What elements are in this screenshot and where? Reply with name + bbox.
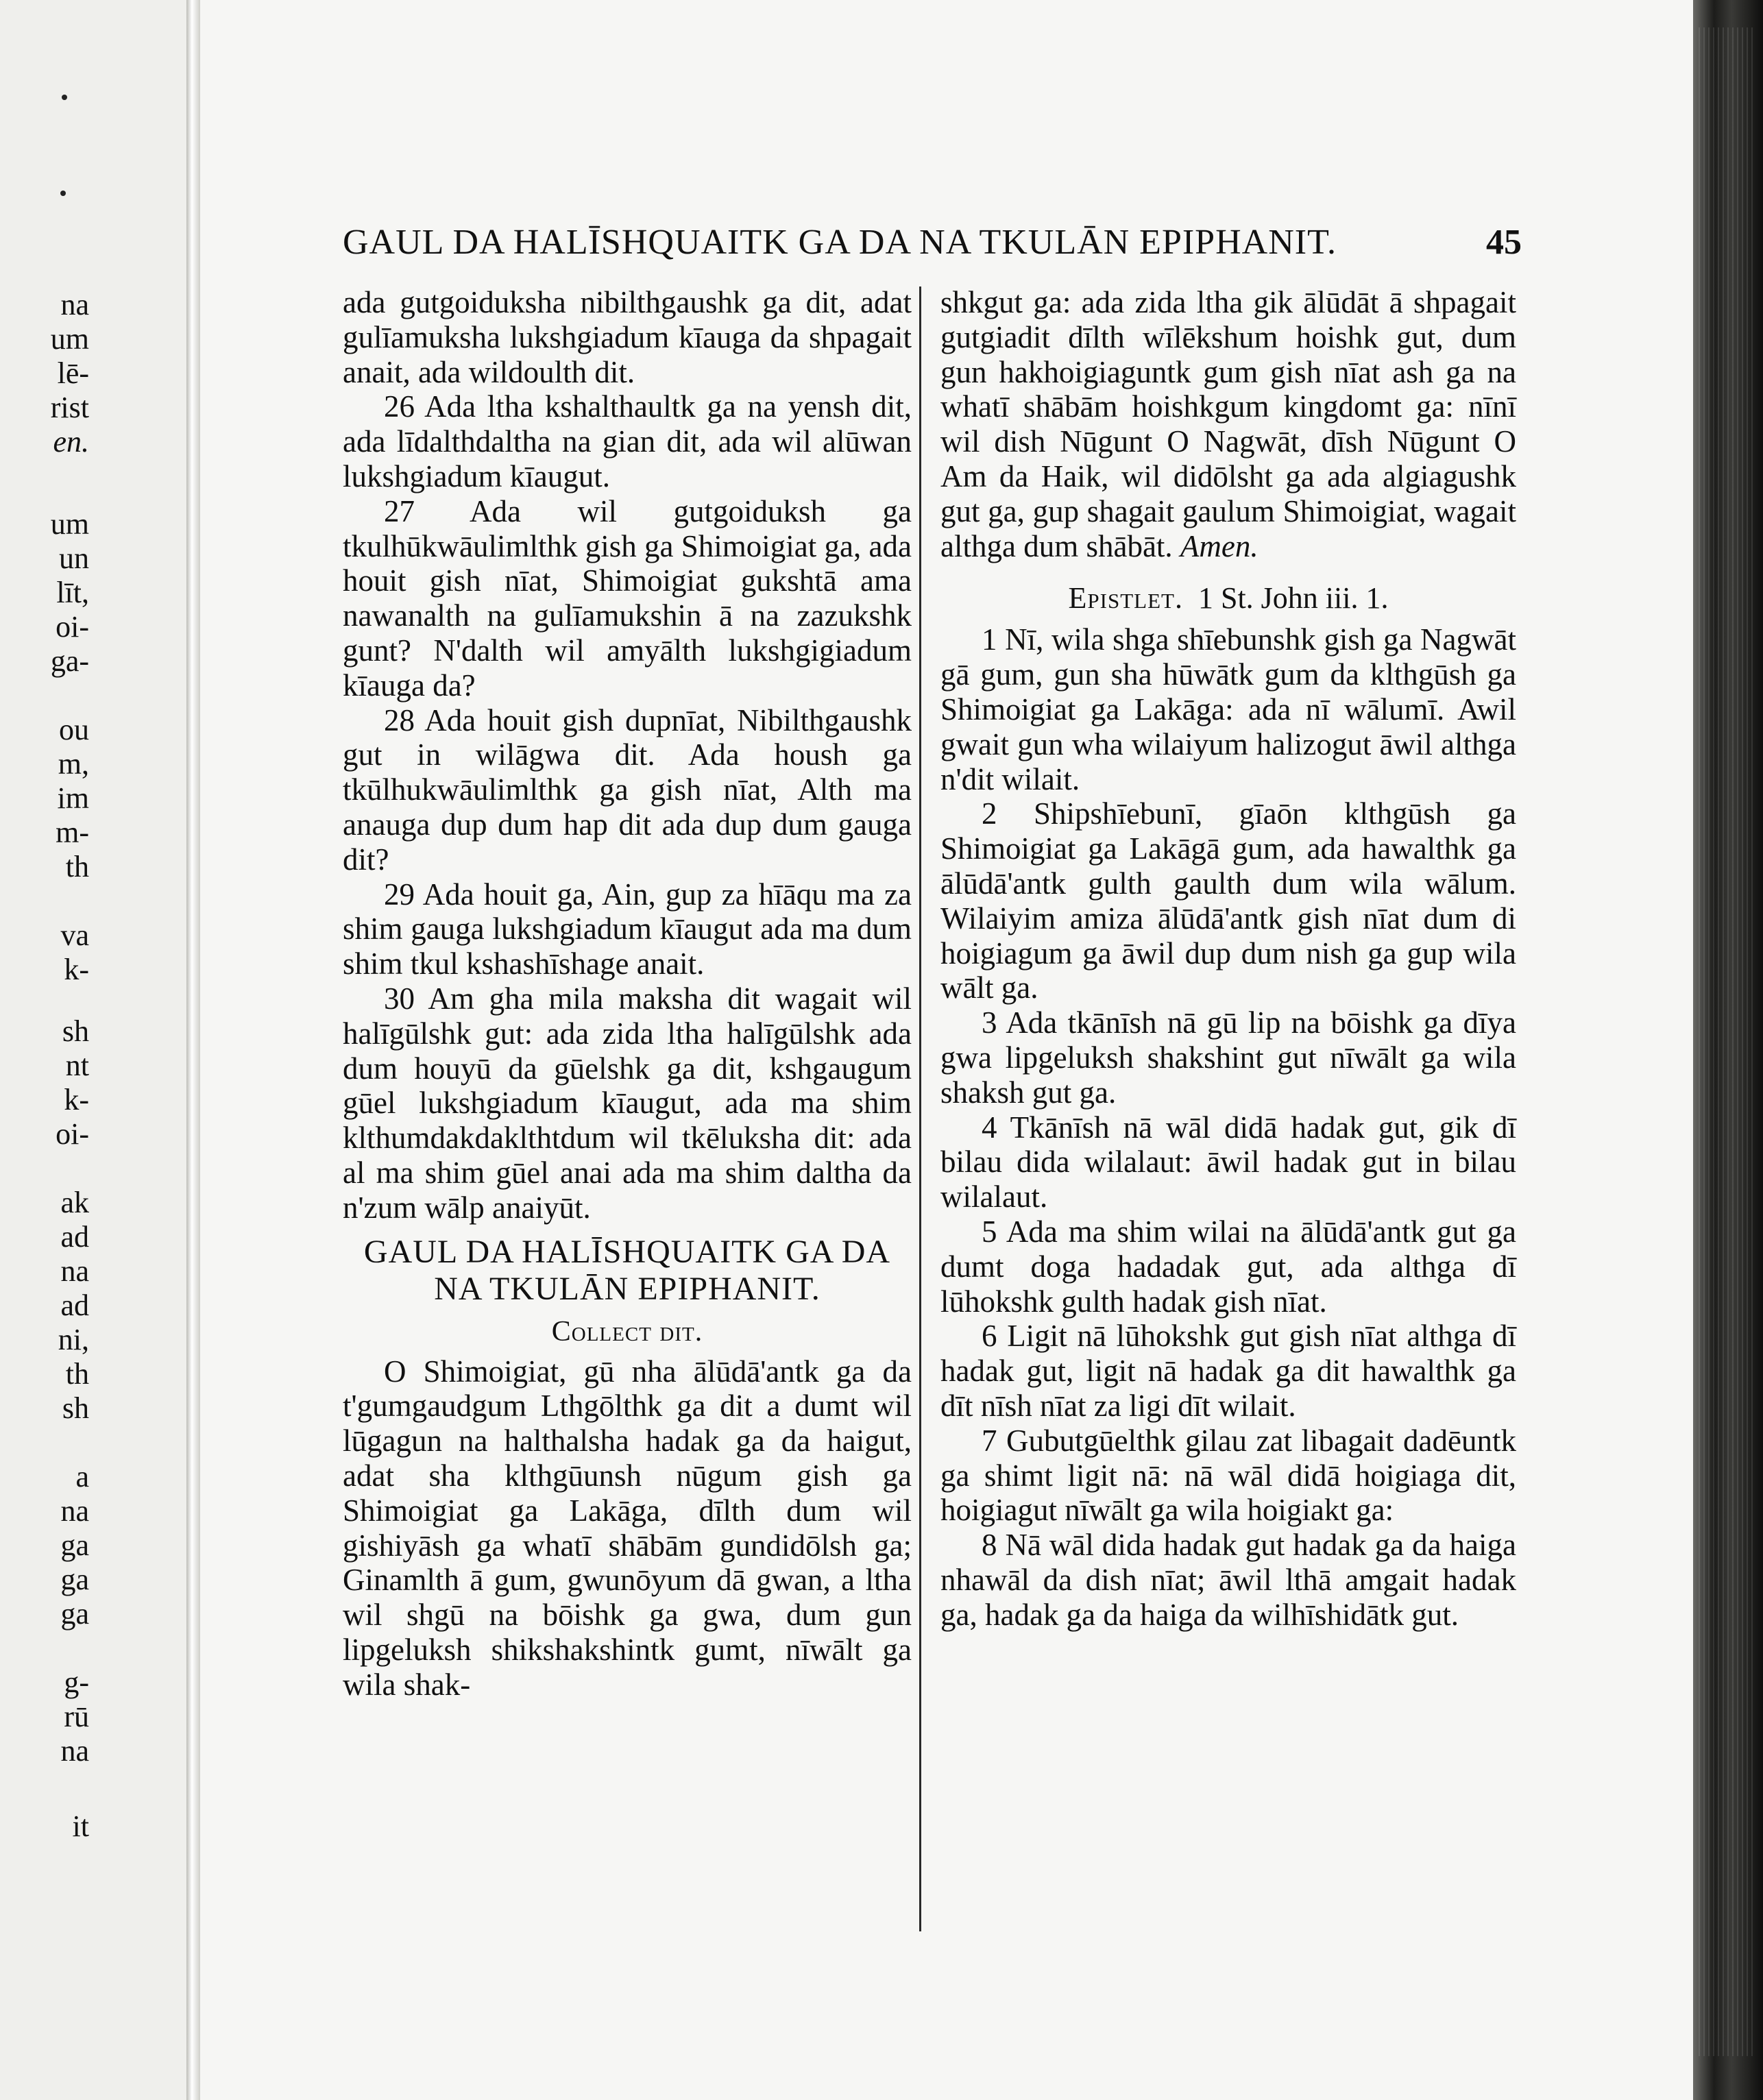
facing-page-fragment: sh: [62, 1014, 89, 1048]
verse: 26 Ada ltha kshalthaultk ga na yensh dit, ada līdalthdaltha na gian dit, ada wil alūwan lukshgiadum kīaugut.: [343, 389, 912, 493]
verse: 1 Nī, wila shga shīebunshk gish ga Nagwāt gā gum, gun sha hūwātk gum da klthgūsh ga Shimoigiat ga Lakāga: ada nī wālumī. Awil gwait gun wha wilaiyum halizogut āwil althga n'dit wilait.: [940, 622, 1516, 796]
verse: 28 Ada houit gish dupnīat, Nibilthgaushk gut in wilāgwa dit. Ada housh ga tkūlhukwāulimlthk ga gish nīat, Alth ma anauga dup dum hap dit ada dup dum gauga dit?: [343, 703, 912, 877]
ink-speck: [60, 191, 66, 196]
facing-page-fragment: ad: [60, 1220, 89, 1254]
epistle-label: Epistlet.: [1068, 581, 1183, 615]
running-head: GAUL DA HALĪSHQUAITK GA DA NA TKULĀN EPIPHANIT.: [343, 223, 1337, 262]
facing-page-fragment: ga: [60, 1597, 89, 1631]
collect-text: O Shimoigiat, gū nha ālūdā'antk ga da t'gumgaudgum Lthgōlthk ga dit a dumt wil lūgagun na halthalsha hadak ga da haigut, adat sha klthgūunsh nūgum gish ga Shimoigiat ga Lakāga, dīlth dum wil gishiyāsh ga whatī shābām gundidōlsh ga; Ginamlth ā gum, gwunōyum dā gwan, a ltha wil shgū na bōishk ga gwa, dum gun lipgeluksh shikshakshintk gumt, nīwālt ga wila shak-: [343, 1354, 912, 1702]
right-column: [940, 285, 1516, 1632]
facing-page-fragment: na: [60, 1494, 89, 1528]
facing-page-fragment: um: [50, 507, 89, 541]
paragraph-continuation: ada gutgoiduksha nibilthgaushk ga dit, adat gulīamuksha lukshgiadum kīauga da shpagait anait, ada wildoulth dit.: [343, 285, 912, 389]
facing-page-fragment: m,: [58, 747, 89, 781]
epistle-heading: [940, 581, 1516, 615]
column-divider: [919, 286, 921, 1931]
facing-page-fragment: a: [75, 1460, 89, 1493]
page-edges-texture: [1699, 27, 1753, 2056]
facing-page-fragment: rist: [50, 391, 89, 424]
verse: 29 Ada houit ga, Ain, gup za hīāqu ma za shim gauga lukshgiadum kīaugut ada ma dum shim tkul kshashīshage anait.: [343, 877, 912, 981]
facing-page-fragment: im: [57, 781, 89, 815]
facing-page-fragment: ad: [60, 1289, 89, 1322]
facing-page-fragment: nt: [65, 1049, 89, 1082]
collect-heading: Collect dit.: [551, 1315, 703, 1347]
facing-page-fragment: en.: [53, 425, 89, 459]
facing-page-fragment: ga: [60, 1528, 89, 1562]
facing-page-fragment: th: [65, 850, 89, 883]
facing-page-fragment: līt,: [56, 576, 89, 609]
facing-page-fragment: un: [59, 541, 89, 575]
facing-page-fragment: lē-: [57, 356, 89, 390]
ink-speck: [62, 95, 67, 100]
verse: 3 Ada tkānīsh nā gū lip na bōishk ga dīya gwa lipgeluksh shakshint gut nīwālt ga wila shaksh gut ga.: [940, 1005, 1516, 1110]
section-heading: GAUL DA HALĪSHQUAITK GA DA NA TKULĀN EPIPHANIT.: [363, 1233, 891, 1307]
amen: Amen.: [1180, 528, 1259, 563]
facing-page-fragment: na: [60, 1734, 89, 1768]
facing-page-fragment: rū: [64, 1700, 89, 1733]
facing-page-edge: [0, 0, 186, 2100]
verse: 2 Shipshīebunī, gīaōn klthgūsh ga Shimoigiat ga Lakāgā gum, ada hawalthk ga ālūdā'antk gulth gaulth dum wila wālum. Wilaiyim amiza ālūdā'antk gish nīat dum di hoigiagum ga āwil dup dum nish ga gup wila wālt ga.: [940, 796, 1516, 1005]
collect-continuation: [940, 285, 1516, 563]
verse: 4 Tkānīsh nā wāl didā hadak gut, gik dī bilau dida wilalaut: āwil hadak gut in bilau wilalaut.: [940, 1110, 1516, 1214]
verse: 8 Nā wāl dida hadak gut hadak ga da haiga nhawāl da dish nīat; āwil lthā amgait hadak ga, hadak ga da haiga da wilhīshidātk gut.: [940, 1528, 1516, 1632]
left-column: [343, 285, 912, 1702]
verse: 30 Am gha mila maksha dit wagait wil halīgūlshk gut: ada zida ltha halīgūlshk ada dum houyū da gūelshk ga dit, kshgaugum gūel lukshgiadum kīaugut, ada ma shim klthumdakdaklthtdum wil tkēluksha dit: ada al ma shim gūel anai ada ma shim daltha da n'zum wālp anaiyūt.: [343, 981, 912, 1225]
facing-page-fragment: ou: [59, 713, 89, 746]
facing-page-fragment: ga-: [50, 644, 89, 678]
collect-continuation-text: shkgut ga: ada zida ltha gik ālūdāt ā shpagait gutgiadit dīlth wīlēkshum hoishk gut, dum gun hakhoigiaguntk gum gish nīat ash ga na whatī shābām hoishkgum kingdomt ga: nīnī wil dish Nūgunt O Nagwāt, dīsh Nūgunt O Am da Haik, wil didōlsht ga ada algiagushk gut ga, gup shagait gaulum Shimoigiat, wagait althga dum shābāt.: [940, 285, 1516, 563]
facing-page-fragment: na: [60, 288, 89, 321]
verse: 7 Gubutgūelthk gilau zat libagait dadēuntk ga shimt ligit nā: nā wāl didā hoigiaga dit, hoigiagut nīwālt ga wila hoigiakt ga:: [940, 1423, 1516, 1528]
book-gutter: [186, 0, 200, 2100]
verse: 27 Ada wil gutgoiduksh ga tkulhūkwāulimlthk gish ga Shimoigiat ga, ada houit gish nīat, Shimoigiat gukshtā ama nawanalth na gulīamukshin ā na zazukshk gunt? N'dalth wil amyālth lukshgigiadum kīauga da?: [343, 493, 912, 703]
verse: 5 Ada ma shim wilai na ālūdā'antk gut ga dumt doga hadadak gut, ada althga dī lūhokshk gulth hadak gish nīat.: [940, 1214, 1516, 1319]
facing-page-fragment: g-: [64, 1665, 89, 1699]
facing-page-fragment: k-: [64, 953, 89, 986]
facing-page-fragment: sh: [62, 1391, 89, 1425]
facing-page-fragment: k-: [64, 1083, 89, 1116]
epistle-reference: 1 St. John iii. 1.: [1197, 581, 1389, 615]
facing-page-fragment: ga: [60, 1563, 89, 1596]
facing-page-fragment: um: [50, 322, 89, 356]
facing-page-fragment: na: [60, 1254, 89, 1288]
facing-page-fragment: it: [72, 1809, 89, 1843]
facing-page-fragment: va: [60, 918, 89, 952]
page-number: 45: [1486, 223, 1522, 262]
facing-page-fragment: m-: [56, 816, 89, 849]
facing-page-fragment: ak: [60, 1186, 89, 1219]
facing-page-fragment: ni,: [58, 1323, 89, 1356]
facing-page-fragment: oi-: [56, 1117, 89, 1151]
facing-page-fragment: th: [65, 1357, 89, 1391]
facing-page-fragment: oi-: [56, 610, 89, 644]
verse: 6 Ligit nā lūhokshk gut gish nīat althga dī hadak gut, ligit nā hadak ga dit hawalthk ga dīt nīsh nīat za ligi dīt wilait.: [940, 1319, 1516, 1423]
